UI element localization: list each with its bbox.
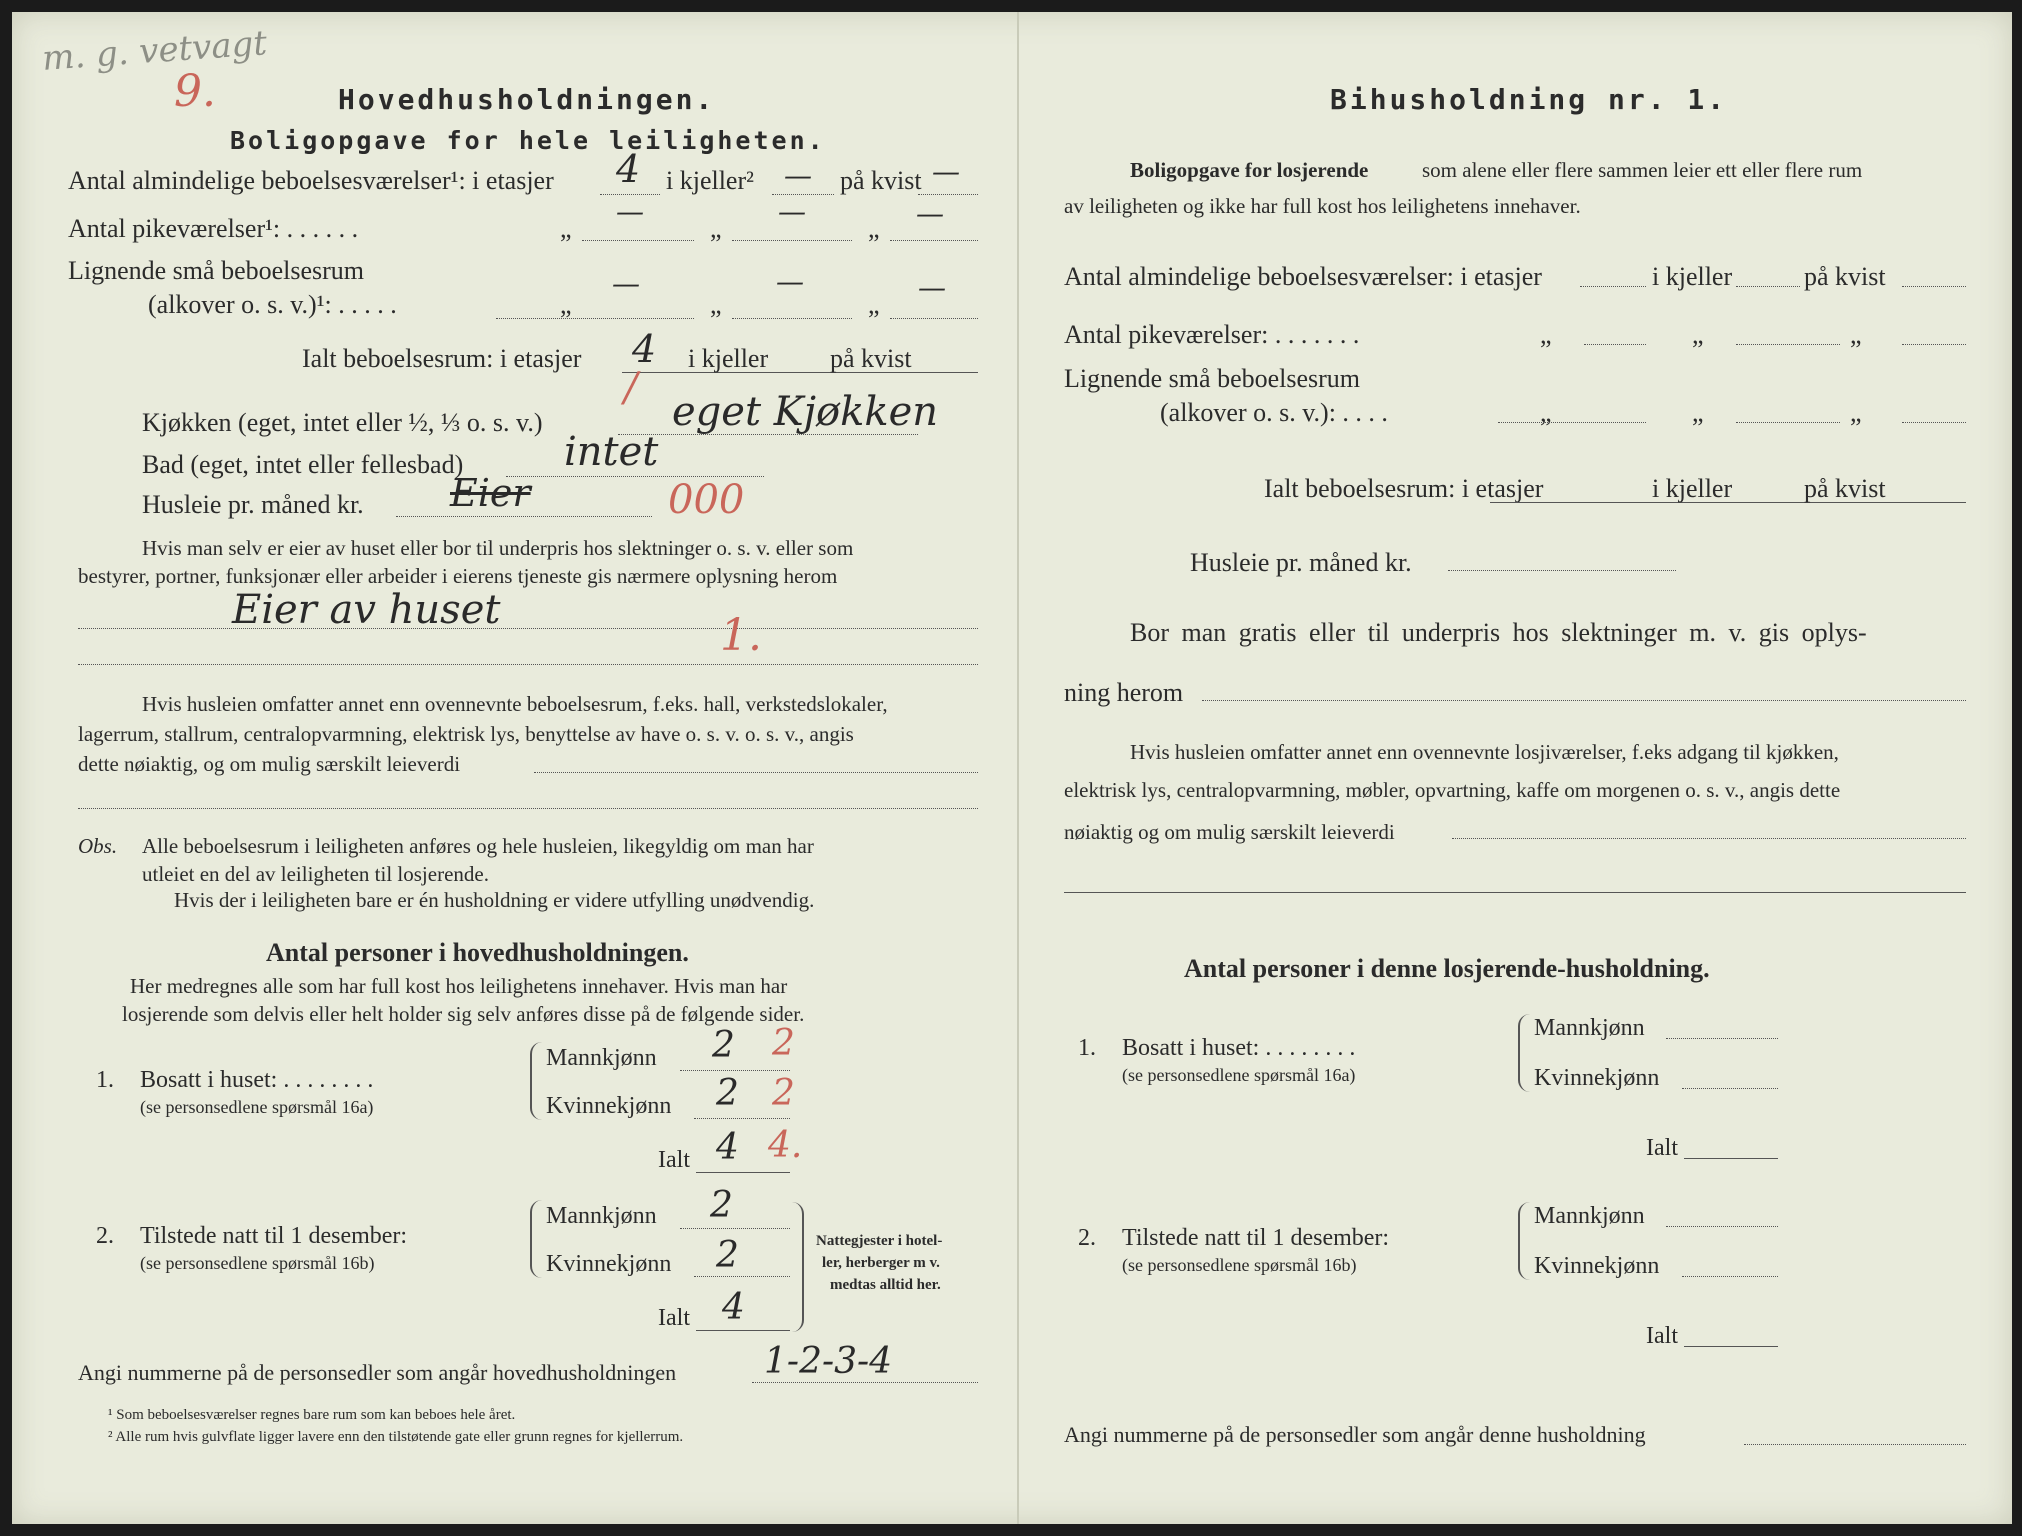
q2-male-label: Mannkjønn [546, 1203, 657, 1229]
right-kjeller-field[interactable] [1736, 286, 1800, 287]
hw-pike-1: — [616, 195, 644, 228]
q1-male-field[interactable] [680, 1070, 790, 1071]
total-rooms-label: Ialt beboelsesrum: i etasjer [302, 344, 582, 373]
right-free-field[interactable] [1202, 700, 1966, 701]
pike-kjeller-field[interactable] [732, 240, 852, 241]
obs-line1: Alle beboelsesrum i leiligheten anføres og hele husleien, likegyldig om man har [142, 834, 814, 858]
right-persons-title: Antal personer i denne losjerende-husholdning. [1184, 954, 1710, 983]
q1-total-field[interactable] [696, 1172, 790, 1173]
quote-5: „ [710, 290, 722, 319]
hw-pike-2: — [778, 195, 806, 228]
q2-male-field[interactable] [680, 1228, 790, 1229]
kjeller-label: i kjeller² [666, 166, 754, 195]
right-includes-line2: elektrisk lys, centralopvarmning, møbler, opvartning, kaffe om morgenen o. s. v., angis dette [1064, 778, 1841, 802]
obs-line3: Hvis der i leiligheten bare er én husholdning er videre utfylling unødvendig. [174, 888, 815, 912]
right-total-rooms-label: Ialt beboelsesrum: i etasjer [1264, 474, 1544, 503]
hw-rent: Eier [450, 471, 531, 515]
rent-label: Husleie pr. måned kr. [142, 490, 364, 519]
hw-ialt-etasjer: 4 [632, 327, 657, 371]
lign-etasjer-field[interactable] [496, 318, 694, 319]
hw-kvist: — [932, 155, 960, 188]
hw-q1-male-red: 2 [772, 1023, 795, 1064]
right-q1-female-field[interactable] [1682, 1088, 1778, 1089]
similar-rooms-label: Lignende små beboelsesrum [68, 256, 365, 285]
right-q1-brace [1518, 1014, 1530, 1092]
right-q1-total-label: Ialt [1646, 1135, 1678, 1161]
right-similar-rooms-label: Lignende små beboelsesrum [1064, 364, 1361, 393]
right-q1-label: Bosatt i huset: . . . . . . . . [1122, 1035, 1356, 1061]
page-subtitle: Boligopgave for hele leiligheten. [230, 126, 826, 155]
bath-label: Bad (eget, intet eller fellesbad) [142, 450, 464, 479]
rent-includes-field-2[interactable] [78, 808, 978, 809]
right-etasjer-field[interactable] [1580, 286, 1646, 287]
right-angi-field[interactable] [1744, 1444, 1966, 1445]
guests-note-line2: ler, herberger m v. [822, 1255, 940, 1271]
hw-kitchen: eget Kjøkken [672, 389, 939, 435]
right-total-kvist-label: på kvist [1804, 474, 1886, 503]
q2-female-label: Kvinnekjønn [546, 1251, 672, 1277]
alcoves-label: (alkover o. s. v.)¹: . . . . . [148, 290, 397, 319]
rent-includes-line2: lagerrum, stallrum, centralopvarmning, elektrisk lys, benyttelse av have o. s. v. o. s. v., angis [78, 722, 854, 746]
right-alcoves-label: (alkover o. s. v.): . . . . [1160, 398, 1388, 427]
maid-rooms-label: Antal pikeværelser¹: . . . . . . [68, 214, 359, 243]
hw-owner: Eier av huset [232, 587, 501, 633]
angi-field[interactable] [752, 1382, 978, 1383]
right-pike-kvist-field[interactable] [1902, 344, 1966, 345]
right-includes-line3: nøiaktig og om mulig særskilt leieverdi [1064, 820, 1395, 844]
pencil-note: m. g. vetvagt [40, 23, 269, 79]
footnote-2: ² Alle rum hvis gulvflate ligger lavere enn den tilstøtende gate eller grunn regnes for kjellerrum. [108, 1429, 684, 1445]
owner-info-field[interactable] [78, 628, 978, 629]
right-q1-total-field[interactable] [1684, 1158, 1778, 1159]
q2-label: Tilstede natt til 1 desember: [140, 1223, 408, 1249]
right-intro-line2: av leiligheten og ikke har full kost hos leilighetens innehaver. [1064, 194, 1581, 218]
lign-kvist-field[interactable] [890, 318, 978, 319]
guests-note-line1: Nattegjester i hotel- [816, 1233, 943, 1249]
q1-number: 1. [96, 1067, 114, 1093]
rent-includes-line3: dette nøiaktig, og om mulig særskilt leieverdi [78, 752, 461, 776]
right-q2-total-field[interactable] [1684, 1346, 1778, 1347]
right-q2-number: 2. [1078, 1225, 1096, 1251]
right-q1-sub: (se personsedlene spørsmål 16a) [1122, 1065, 1356, 1085]
right-rent-field[interactable] [1448, 570, 1676, 571]
right-angi-label: Angi nummerne på de personsedler som angår denne husholdning [1064, 1422, 1646, 1447]
hw-lign-1: — [612, 267, 640, 300]
pike-etasjer-field[interactable] [582, 240, 694, 241]
hw-q1-female-red: 2 [772, 1073, 795, 1114]
q1-label: Bosatt i huset: . . . . . . . . [140, 1067, 374, 1093]
hw-q2-male: 2 [710, 1185, 733, 1226]
right-includes-line1: Hvis husleien omfatter annet enn ovennevnte losjiværelser, f.eks adgang til kjøkken, [1130, 740, 1839, 764]
hw-red-one: 1. [720, 610, 762, 661]
right-q2-brace [1518, 1202, 1530, 1280]
right-maid-rooms-label: Antal pikeværelser: . . . . . . . [1064, 320, 1360, 349]
angi-label: Angi nummerne på de personsedler som angår hovedhusholdningen [78, 1360, 677, 1385]
quote-1: „ [560, 214, 572, 243]
hw-kjeller: — [784, 159, 812, 192]
kvist-field[interactable] [918, 194, 978, 195]
right-q1-male-label: Mannkjønn [1534, 1015, 1645, 1041]
page-title: Hovedhusholdningen. [338, 83, 716, 116]
persons-line2: losjerende som delvis eller helt holder sig selv anføres disse på de følgende sider. [122, 1002, 805, 1026]
right-quote-2: „ [1692, 320, 1704, 349]
right-total-kjeller-label: i kjeller [1652, 474, 1733, 503]
hw-q1-male: 2 [712, 1025, 735, 1066]
hw-q1-total: 4 [716, 1127, 739, 1168]
owner-info-field-2[interactable] [78, 664, 978, 665]
obs-line2: utleiet en del av leiligheten til losjerende. [142, 862, 489, 886]
pike-kvist-field[interactable] [890, 240, 978, 241]
right-q2-sub: (se personsedlene spørsmål 16b) [1122, 1255, 1357, 1275]
hw-lign-3: — [918, 271, 946, 304]
ordinary-rooms-label: Antal almindelige beboelsesværelser¹: i etasjer [68, 166, 554, 195]
right-kvist-label: på kvist [1804, 262, 1886, 291]
right-rent-label: Husleie pr. måned kr. [1190, 548, 1412, 577]
kitchen-label: Kjøkken (eget, intet eller ½, ⅓ o. s. v.) [142, 408, 543, 437]
right-lign-kjeller-field[interactable] [1736, 422, 1840, 423]
q1-total-label: Ialt [658, 1147, 690, 1173]
right-quote-6: „ [1850, 398, 1862, 427]
right-q1-number: 1. [1078, 1035, 1096, 1061]
right-q2-male-label: Mannkjønn [1534, 1203, 1645, 1229]
right-includes-field[interactable] [1452, 838, 1966, 839]
rent-includes-field[interactable] [534, 772, 978, 773]
quote-6: „ [868, 290, 880, 319]
total-kjeller-label: i kjeller [688, 344, 769, 373]
right-kvist-field[interactable] [1902, 286, 1966, 287]
right-pike-etasjer-field[interactable] [1584, 344, 1646, 345]
footnote-1: ¹ Som beboelsesværelser regnes bare rum som kan beboes hele året. [108, 1407, 516, 1423]
q2-sub: (se personsedlene spørsmål 16b) [140, 1253, 375, 1273]
owner-para-line2: bestyrer, portner, funksjonær eller arbeider i eierens tjeneste gis nærmere oplysning herom [78, 564, 838, 588]
q2-brace [530, 1200, 542, 1278]
right-kjeller-label: i kjeller [1652, 262, 1733, 291]
hw-rent-red: 000 [668, 477, 745, 523]
hw-red-mark: / [624, 365, 638, 411]
right-pike-kjeller-field[interactable] [1736, 344, 1840, 345]
right-q2-female-label: Kvinnekjønn [1534, 1253, 1660, 1279]
rent-field[interactable] [396, 516, 652, 517]
hw-q1-total-red: 4. [768, 1125, 803, 1166]
right-q2-label: Tilstede natt til 1 desember: [1122, 1225, 1390, 1251]
right-free-line2: ning herom [1064, 678, 1184, 707]
hw-q2-female: 2 [716, 1235, 739, 1276]
persons-line1: Her medregnes alle som har full kost hos leilighetens innehaver. Hvis man har [130, 974, 788, 998]
right-lign-kvist-field[interactable] [1902, 422, 1966, 423]
q1-female-field[interactable] [694, 1118, 790, 1119]
persons-title: Antal personer i hovedhusholdningen. [266, 938, 689, 967]
hw-bath: intet [564, 429, 659, 475]
q2-number: 2. [96, 1223, 114, 1249]
right-intro-rest: som alene eller flere sammen leier ett eller flere rum [1422, 158, 1863, 182]
quote-3: „ [868, 214, 880, 243]
q1-male-label: Mannkjønn [546, 1045, 657, 1071]
right-ordinary-rooms-label: Antal almindelige beboelsesværelser: i etasjer [1064, 262, 1542, 291]
hw-etasjer: 4 [616, 147, 641, 191]
right-q2-total-label: Ialt [1646, 1323, 1678, 1349]
q1-sub: (se personsedlene spørsmål 16a) [140, 1097, 374, 1117]
q2-total-label: Ialt [658, 1305, 690, 1331]
q2-right-brace [792, 1202, 804, 1332]
q1-female-label: Kvinnekjønn [546, 1093, 672, 1119]
kvist-label: på kvist [840, 166, 922, 195]
hw-pike-3: — [916, 197, 944, 230]
obs-label: Obs. [78, 834, 118, 858]
hw-angi: 1-2-3-4 [764, 1341, 893, 1382]
right-quote-1: „ [1540, 320, 1552, 349]
q1-brace [530, 1042, 542, 1120]
hw-q1-female: 2 [716, 1073, 739, 1114]
total-rooms-underline [622, 372, 978, 373]
rent-includes-line1: Hvis husleien omfatter annet enn ovennevnte beboelsesrum, f.eks. hall, verkstedslokaler, [142, 692, 888, 716]
page-fold [1017, 12, 1019, 1524]
right-lign-etasjer-field[interactable] [1498, 422, 1646, 423]
right-title: Bihusholdning nr. 1. [1330, 83, 1728, 116]
right-includes-field-2[interactable] [1064, 892, 1966, 893]
right-quote-4: „ [1540, 398, 1552, 427]
owner-para-line1: Hvis man selv er eier av huset eller bor til underpris hos slektninger o. s. v. eller som [142, 536, 854, 560]
right-quote-5: „ [1692, 398, 1704, 427]
q2-total-field[interactable] [696, 1330, 790, 1331]
census-form-sheet [12, 12, 2012, 1524]
quote-2: „ [710, 214, 722, 243]
guests-note-line3: medtas alltid her. [830, 1277, 941, 1293]
quote-4: „ [560, 290, 572, 319]
right-quote-3: „ [1850, 320, 1862, 349]
right-q2-female-field[interactable] [1682, 1276, 1778, 1277]
right-intro-bold: Boligopgave for losjerende [1130, 158, 1369, 182]
red-number: 9. [174, 66, 216, 117]
right-q1-male-field[interactable] [1666, 1038, 1778, 1039]
total-kvist-label: på kvist [830, 344, 912, 373]
hw-lign-2: — [776, 265, 804, 298]
right-q1-female-label: Kvinnekjønn [1534, 1065, 1660, 1091]
right-q2-male-field[interactable] [1666, 1226, 1778, 1227]
q2-female-field[interactable] [694, 1276, 790, 1277]
right-free-line1: Bor man gratis eller til underpris hos slektninger m. v. gis oplys- [1130, 618, 1867, 647]
lign-kjeller-field[interactable] [732, 318, 852, 319]
hw-q2-total: 4 [722, 1287, 745, 1328]
